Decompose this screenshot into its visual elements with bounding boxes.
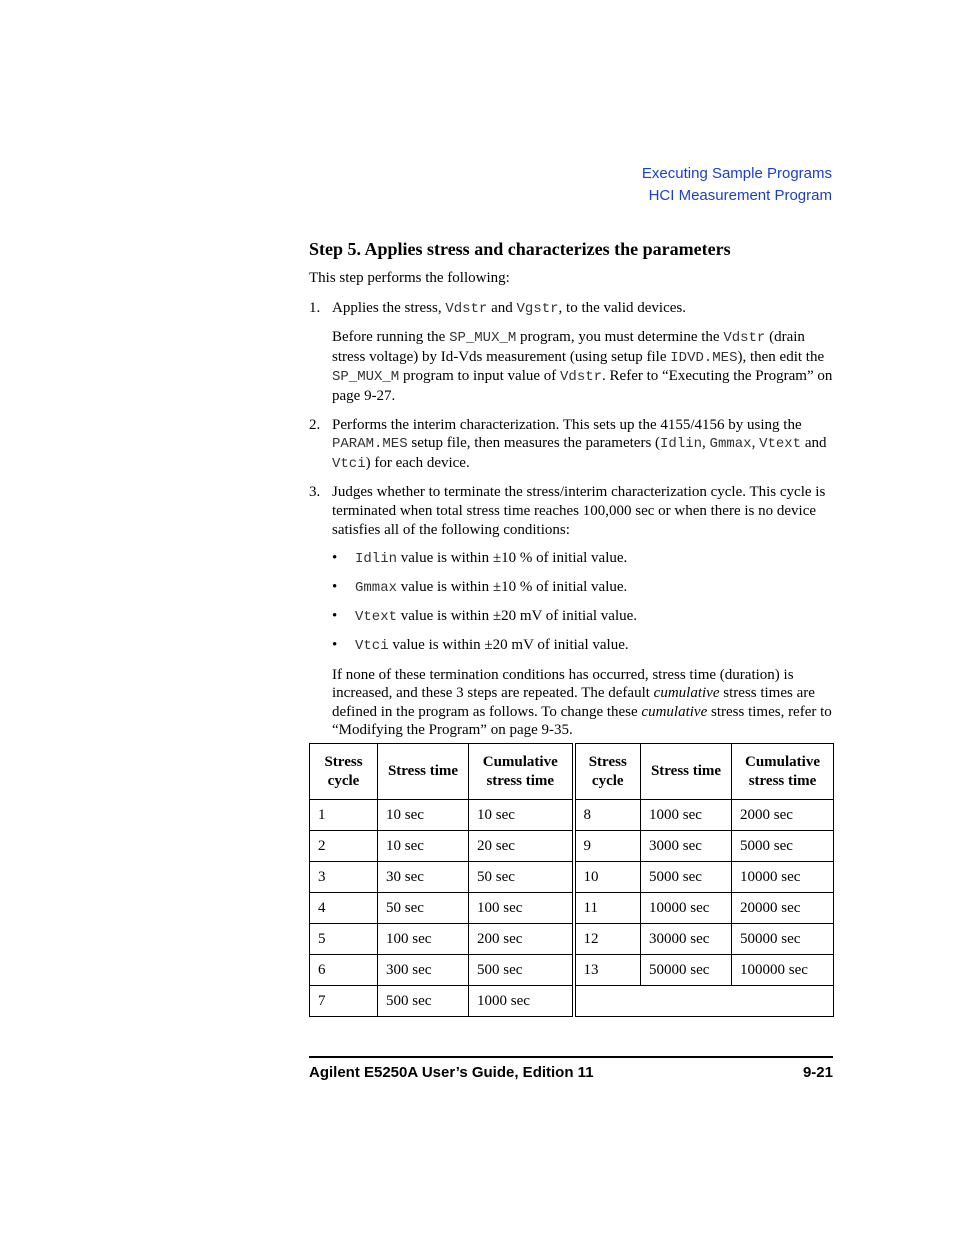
table-cell: 10000 sec [732, 862, 834, 893]
list-number: 1. [309, 299, 321, 316]
table-row [310, 893, 834, 924]
table-cell: 500 sec [469, 955, 574, 986]
table-cell: 1000 sec [469, 986, 574, 1017]
list-number: 2. [309, 416, 321, 433]
table-cell-empty [574, 986, 834, 1017]
page-number: 9-21 [802, 1064, 833, 1081]
table-cell: 5 [310, 924, 378, 955]
running-header-chapter: Executing Sample Programs [641, 165, 832, 182]
table-cell: 11 [574, 893, 641, 924]
table-cell: 200 sec [469, 924, 574, 955]
table-cell: 100000 sec [732, 955, 834, 986]
table-cell: 3000 sec [641, 831, 732, 862]
table-cell: 10 sec [469, 800, 574, 831]
condition-item: • Vtext value is within ±20 mV of initial value. [332, 608, 638, 626]
step-title: Step 5. Applies stress and characterizes the parameters [309, 239, 731, 259]
table-row [310, 831, 834, 862]
table-cell: 50 sec [469, 862, 574, 893]
header-stress-cycle: Stress cycle [574, 744, 641, 800]
table-cell: 30000 sec [641, 924, 732, 955]
stress-time-table [309, 743, 834, 1017]
header-cumulative-stress-time: Cumulative stress time [469, 744, 574, 800]
table-cell: 500 sec [378, 986, 469, 1017]
body-content [309, 238, 833, 750]
running-header-section: HCI Measurement Program [648, 187, 832, 204]
table-cell: 300 sec [378, 955, 469, 986]
header-stress-time: Stress time [378, 744, 469, 800]
footer-rule [309, 1056, 833, 1058]
table-cell: 10 sec [378, 831, 469, 862]
table-row [310, 955, 834, 986]
table-cell: 2000 sec [732, 800, 834, 831]
table-cell: 2 [310, 831, 378, 862]
table-cell: 1000 sec [641, 800, 732, 831]
list-item-3 [309, 483, 833, 740]
item-3-lead: Judges whether to terminate the stress/interim characterization cycle. This cycle is terminated when total stress time reaches 100,000 sec or when there is no device satisfies all of the following conditions: [332, 484, 826, 538]
table-row [310, 924, 834, 955]
table-cell: 1 [310, 800, 378, 831]
table-cell: 10 sec [378, 800, 469, 831]
condition-item: • Idlin value is within ±10 % of initial value. [332, 550, 628, 568]
header-cumulative-stress-time: Cumulative stress time [732, 744, 834, 800]
table-cell: 5000 sec [732, 831, 834, 862]
intro-text: This step performs the following: [309, 270, 510, 286]
footer-title: Agilent E5250A User’s Guide, Edition 11 [309, 1064, 594, 1081]
table-cell: 50000 sec [641, 955, 732, 986]
condition-item: • Gmmax value is within ±10 % of initial value. [332, 579, 628, 597]
table-cell: 100 sec [378, 924, 469, 955]
list-item-1 [309, 299, 833, 406]
condition-item: • Vtci value is within ±20 mV of initial value. [332, 637, 629, 655]
table-cell: 8 [574, 800, 641, 831]
table-cell: 50000 sec [732, 924, 834, 955]
table-cell: 10000 sec [641, 893, 732, 924]
table-cell: 3 [310, 862, 378, 893]
table-header-row [310, 744, 834, 800]
table-cell: 7 [310, 986, 378, 1017]
item-3-closing: If none of these termination conditions has occurred, stress time (duration) is increased, and these 3 steps are repeated. The default cumulative stress times are defined in the program as follows. To change these cumulative stress times, refer to “Modifying the Program” on page 9-35. [332, 666, 832, 739]
header-stress-cycle: Stress cycle [310, 744, 378, 800]
table-row [310, 862, 834, 893]
condition-list [332, 549, 833, 656]
table-cell: 5000 sec [641, 862, 732, 893]
table-cell: 100 sec [469, 893, 574, 924]
list-number: 3. [309, 484, 321, 501]
table-cell: 20 sec [469, 831, 574, 862]
item-1-paragraph: Before running the SP_MUX_M program, you must determine the Vdstr (drain stress voltage) by Id-Vds measurement (using setup file IDVD.MES), then edit the SP_MUX_M program to input value of Vdstr. Refer to “Executing the Program” on page 9-27. [332, 329, 833, 404]
table-cell: 4 [310, 893, 378, 924]
table-cell: 10 [574, 862, 641, 893]
table-cell: 50 sec [378, 893, 469, 924]
table-row [310, 986, 834, 1017]
list-item-2 [309, 416, 833, 474]
table-cell: 9 [574, 831, 641, 862]
table-cell: 6 [310, 955, 378, 986]
table-row [310, 800, 834, 831]
table-cell: 13 [574, 955, 641, 986]
item-1-lead: Applies the stress, Vdstr and Vgstr, to the valid devices. [332, 299, 686, 317]
item-2-lead: Performs the interim characterization. This sets up the 4155/4156 by using the PARAM.MES setup file, then measures the parameters (Idlin, Gmmax, Vtext and Vtci) for each device. [332, 416, 827, 472]
table-cell: 12 [574, 924, 641, 955]
table-cell: 30 sec [378, 862, 469, 893]
header-stress-time: Stress time [641, 744, 732, 800]
table-cell: 20000 sec [732, 893, 834, 924]
